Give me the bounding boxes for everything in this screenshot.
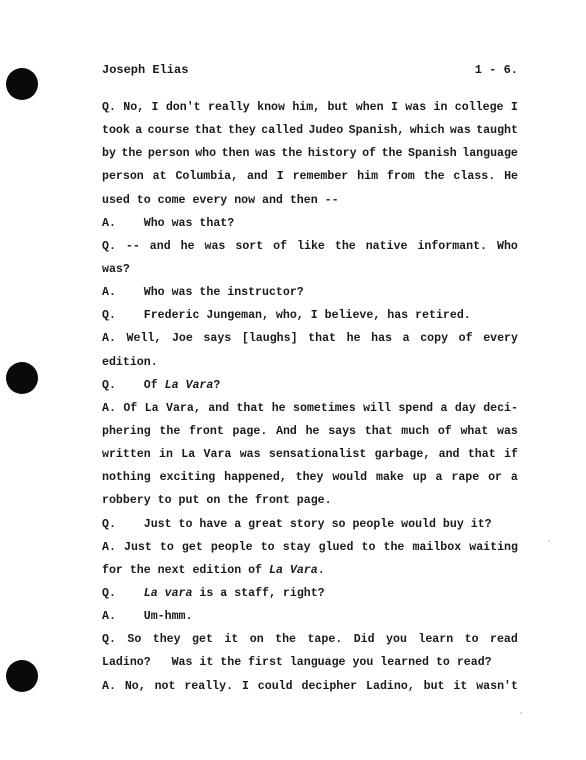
transcript-line: A. Just to get people to stay glued to the mailbox waiting — [102, 540, 518, 554]
transcript-line: A. Um-hmm. — [102, 610, 193, 624]
transcript-line: Q. Frederic Jungeman, who, I believe, has retired. — [102, 309, 471, 323]
transcript-line: edition. — [102, 355, 158, 369]
transcript-line: A. Who was that? — [102, 216, 235, 230]
transcript-line: robbery to put on the front page. — [102, 494, 332, 508]
scan-speck — [520, 712, 522, 714]
scan-speck — [548, 540, 550, 542]
transcript-line: person at Columbia, and I remember him from the class. He — [102, 170, 518, 184]
binder-hole-top — [6, 68, 38, 100]
transcript-line: was? — [102, 262, 130, 276]
transcript-line: for the next edition of La Vara. — [102, 563, 325, 577]
transcript-line: A. Well, Joe says [laughs] that he has a copy of every — [102, 332, 518, 346]
binder-hole-bottom — [6, 660, 38, 692]
transcript-body — [102, 96, 518, 698]
interviewee-name: Joseph Elias — [102, 63, 189, 77]
transcript-line: Q. So they get it on the tape. Did you learn to read — [102, 633, 518, 647]
transcript-line: A. Of La Vara, and that he sometimes will spend a day deci- — [102, 401, 518, 415]
transcript-line: nothing exciting happened, they would make up a rape or a — [102, 471, 518, 485]
transcript-line: written in La Vara was sensationalist garbage, and that if — [102, 448, 518, 462]
transcript-line: Q. -- and he was sort of like the native informant. Who — [102, 239, 518, 253]
transcript-line: used to come every now and then -- — [102, 193, 339, 207]
transcript-line: took a course that they called Judeo Spanish, which was taught — [102, 124, 518, 138]
transcript-line: Q. Of La Vara? — [102, 378, 221, 392]
transcript-line: Q. Just to have a great story so people would buy it? — [102, 517, 492, 531]
transcript-line: Ladino? Was it the first language you learned to read? — [102, 656, 492, 670]
transcript-line: phering the front page. And he says that much of what was — [102, 424, 518, 438]
transcript-line: A. Who was the instructor? — [102, 286, 304, 300]
transcript-line: A. No, not really. I could decipher Ladino, but it wasn't — [102, 679, 518, 693]
transcript-line: by the person who then was the history of the Spanish language — [102, 147, 518, 161]
page-number: 1 - 6. — [474, 63, 518, 77]
transcript-line: Q. No, I don't really know him, but when I was in college I — [102, 101, 518, 114]
binder-hole-middle — [6, 362, 38, 394]
transcript-line: Q. La vara is a staff, right? — [102, 586, 325, 600]
